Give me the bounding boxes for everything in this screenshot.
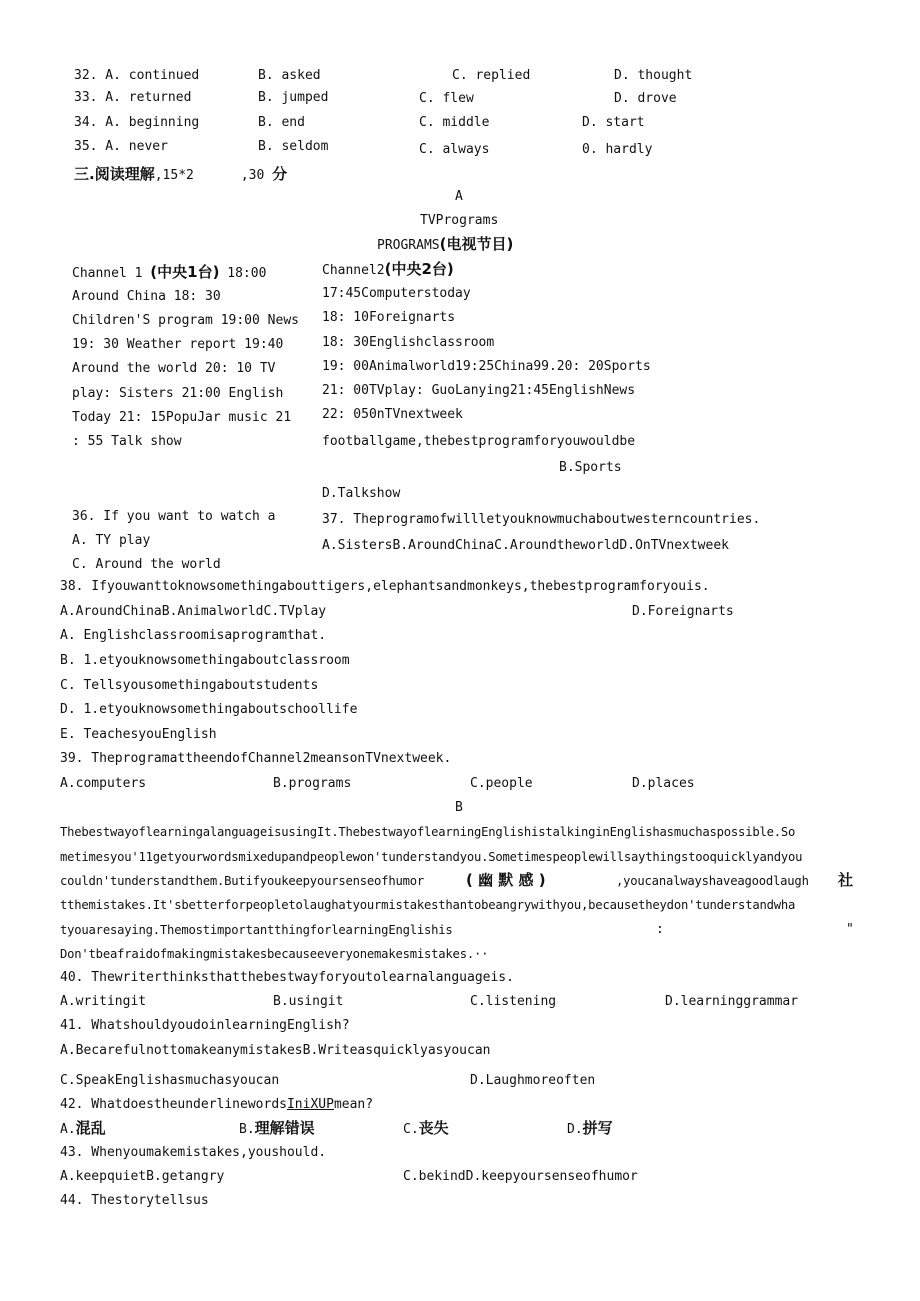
channel1-line: Around the world 20: 10 TV — [72, 361, 276, 376]
q40-option-c: C.listening — [470, 994, 557, 1009]
q35-option-b: B. seldom — [258, 139, 329, 154]
channel1-line: Around China 18: 30 — [72, 289, 221, 304]
passage-b-colon: : — [656, 922, 664, 937]
q42-b-letter: B. — [239, 1122, 255, 1137]
q36-option-b: B.Sports — [559, 460, 622, 475]
q44-stem: 44. Thestorytellsus — [60, 1193, 209, 1208]
q40-option-a: A.writingit — [60, 994, 147, 1009]
channel1-line: Today 21: 15PopuJar music 21 — [72, 410, 292, 425]
passage-b-line: ,youcanalwayshaveagoodlaugh — [616, 874, 809, 888]
q42-stem-post: mean? — [333, 1097, 374, 1112]
passage-b-line: tthemistakes.It'sbetterforpeopletolaughatyourmistakesthantobeangrywithyou,becausetheydon'tunderstandwha — [60, 898, 796, 912]
q39-option-d: D.places — [632, 776, 695, 791]
programs-cn: (电视节目) — [439, 235, 514, 253]
section3-title: 阅读理解 — [94, 165, 155, 183]
q38b-line: A. Englishclassroomisaprogramthat. — [60, 628, 327, 643]
q42-a-letter: A. — [60, 1122, 76, 1137]
passage-b-humor-cn: ( 幽 默 感 ) — [466, 871, 546, 889]
q42-underlined-word: IniXUP — [286, 1097, 334, 1112]
q43-stem: 43. Whenyoumakemistakes,youshould. — [60, 1145, 327, 1160]
channel2-line: 22: 050nTVnextweek — [322, 407, 463, 422]
q40-stem: 40. Thewriterthinksthatthebestwayforyoutolearnalanguageis. — [60, 970, 514, 985]
q37-stem: 37. Theprogramofwillletyouknowmuchaboutwesterncountries. — [322, 512, 761, 527]
channel2-line: 18: 30Englishclassroom — [322, 335, 495, 350]
q39-option-a: A.computers — [60, 776, 147, 791]
channel1-line: play: Sisters 21:00 English — [72, 386, 284, 401]
passage-b-line: tyouaresaying.ThemostimportantthingforlearningEnglishis — [60, 923, 453, 937]
q35-option-a: 35. A. never — [74, 139, 168, 154]
q42-b-text: 理解错误 — [254, 1119, 315, 1137]
q32-option-b: B. asked — [258, 68, 321, 83]
passage-b-quote: " — [846, 922, 854, 937]
q38-option-d: D.Foreignarts — [632, 604, 734, 619]
channel1-first-time: 18:00 — [227, 266, 267, 281]
passage-b-line: metimesyou'11getyourwordsmixedupandpeoplewon'tunderstandyou.Sometimespeoplewillsaythingstooquicklyandyou — [60, 850, 803, 864]
q43-options-cd: C.bekindD.keepyoursenseofhumor — [403, 1169, 638, 1184]
q42-c-letter: C. — [403, 1122, 419, 1137]
q42-a-text: 混乱 — [75, 1119, 106, 1137]
q33-option-c: C. flew — [419, 91, 474, 106]
q32-option-d: D. thought — [614, 68, 693, 83]
section3-heading — [74, 165, 287, 185]
passage-a-title: TVPrograms — [420, 213, 499, 228]
q41-option-d: D.Laughmoreoften — [470, 1073, 596, 1088]
q35-option-d: 0. hardly — [582, 142, 653, 157]
passage-b-line: ThebestwayoflearningalanguageisusingIt.ThebestwayoflearningEnglishistalkinginEnglishasmuchaspossible.So — [60, 825, 796, 839]
q42-stem-pre: 42. Whatdoestheunderlinewords — [60, 1097, 287, 1112]
channel1-cn: (中央1台) — [150, 263, 220, 281]
q34-option-d: D. start — [582, 115, 645, 130]
q42-d-letter: D. — [567, 1122, 583, 1137]
q33-option-d: D. drove — [614, 91, 677, 106]
q36-stem: 36. If you want to watch a — [72, 509, 276, 524]
section3-score1: ,15*2 — [154, 168, 194, 183]
q40-option-b: B.usingit — [273, 994, 344, 1009]
channel2-line: 18: 10Foreignarts — [322, 310, 456, 325]
q42-c-text: 丧失 — [418, 1119, 449, 1137]
q42-d-text: 拼写 — [582, 1119, 613, 1137]
channel1-line: Children'S program 19:00 News — [72, 313, 299, 328]
q34-option-c: C. middle — [419, 115, 490, 130]
q42-stem — [60, 1096, 373, 1114]
q34-option-a: 34. A. beginning — [74, 115, 200, 130]
channel2-line: 17:45Computerstoday — [322, 286, 471, 301]
q32-option-a: 32. A. continued — [74, 68, 200, 83]
q43-options-ab: A.keepquietB.getangry — [60, 1169, 225, 1184]
q38b-line: B. 1.etyouknowsomethingaboutclassroom — [60, 653, 350, 668]
channel1-line: 19: 30 Weather report 19:40 — [72, 337, 284, 352]
channel2-line: 21: 00TVplay: GuoLanying21:45EnglishNews — [322, 383, 636, 398]
q37-options: A.SistersB.AroundChinaC.AroundtheworldD.OnTVnextweek — [322, 538, 729, 553]
q40-option-d: D.learninggrammar — [665, 994, 799, 1009]
q38-options-abc: A.AroundChinaB.AnimalworldC.TVplay — [60, 604, 327, 619]
q38b-line: C. Tellsyousomethingaboutstudents — [60, 678, 319, 693]
q41-option-c: C.SpeakEnglishasmuchasyoucan — [60, 1073, 280, 1088]
channel2-cn: (中央2台) — [384, 260, 454, 278]
channel2-header — [322, 260, 454, 280]
programs-en: PROGRAMS — [377, 238, 440, 253]
channel1-label: Channel 1 — [72, 266, 143, 281]
q36-option-c: C. Around the world — [72, 557, 221, 572]
q36-stem-tail: footballgame,thebestprogramforyouwouldbe — [322, 434, 636, 449]
q41-options-ab: A.BecarefulnottomakeanymistakesB.Writeasquicklyasyoucan — [60, 1043, 491, 1058]
section3-prefix: 三. — [74, 165, 95, 183]
q33-option-a: 33. A. returned — [74, 90, 192, 105]
q42-option-b — [239, 1119, 315, 1139]
q38-stem: 38. Ifyouwanttoknowsomethingabouttigers,elephantsandmonkeys,thebestprogramforyouis. — [60, 579, 710, 594]
section3-score2: ,30 — [240, 168, 265, 183]
q36-option-d: D.Talkshow — [322, 486, 401, 501]
q34-option-b: B. end — [258, 115, 305, 130]
section3-unit: 分 — [272, 165, 288, 183]
q38b-line: D. 1.etyouknowsomethingaboutschoollife — [60, 702, 358, 717]
q39-stem: 39. TheprogramattheendofChannel2meansonTVnextweek. — [60, 751, 452, 766]
q33-option-b: B. jumped — [258, 90, 329, 105]
channel1-header — [72, 263, 266, 283]
passage-a-programs — [377, 235, 513, 255]
passage-b-line: Don'tbeafraidofmakingmistakesbecauseeveryonemakesmistakes.·· — [60, 947, 489, 961]
passage-b-line-end: 社 — [838, 871, 854, 889]
q39-option-b: B.programs — [273, 776, 352, 791]
q42-option-a — [60, 1119, 106, 1139]
passage-a-letter: A — [455, 189, 463, 204]
q32-option-c: C. replied — [452, 68, 531, 83]
passage-b-letter: B — [455, 800, 463, 815]
q35-option-c: C. always — [419, 142, 490, 157]
q39-option-c: C.people — [470, 776, 533, 791]
channel1-line: : 55 Talk show — [72, 434, 182, 449]
channel2-line: 19: 00Animalworld19:25China99.20: 20Sports — [322, 359, 651, 374]
q42-option-c — [403, 1119, 449, 1139]
channel2-label: Channel2 — [322, 263, 385, 278]
q42-option-d — [567, 1119, 613, 1139]
q38b-line: E. TeachesyouEnglish — [60, 727, 217, 742]
passage-b-line: couldn'tunderstandthem.Butifyoukeepyoursenseofhumor — [60, 874, 425, 888]
q41-stem: 41. WhatshouldyoudoinlearningEnglish? — [60, 1018, 350, 1033]
q36-option-a: A. TY play — [72, 533, 151, 548]
